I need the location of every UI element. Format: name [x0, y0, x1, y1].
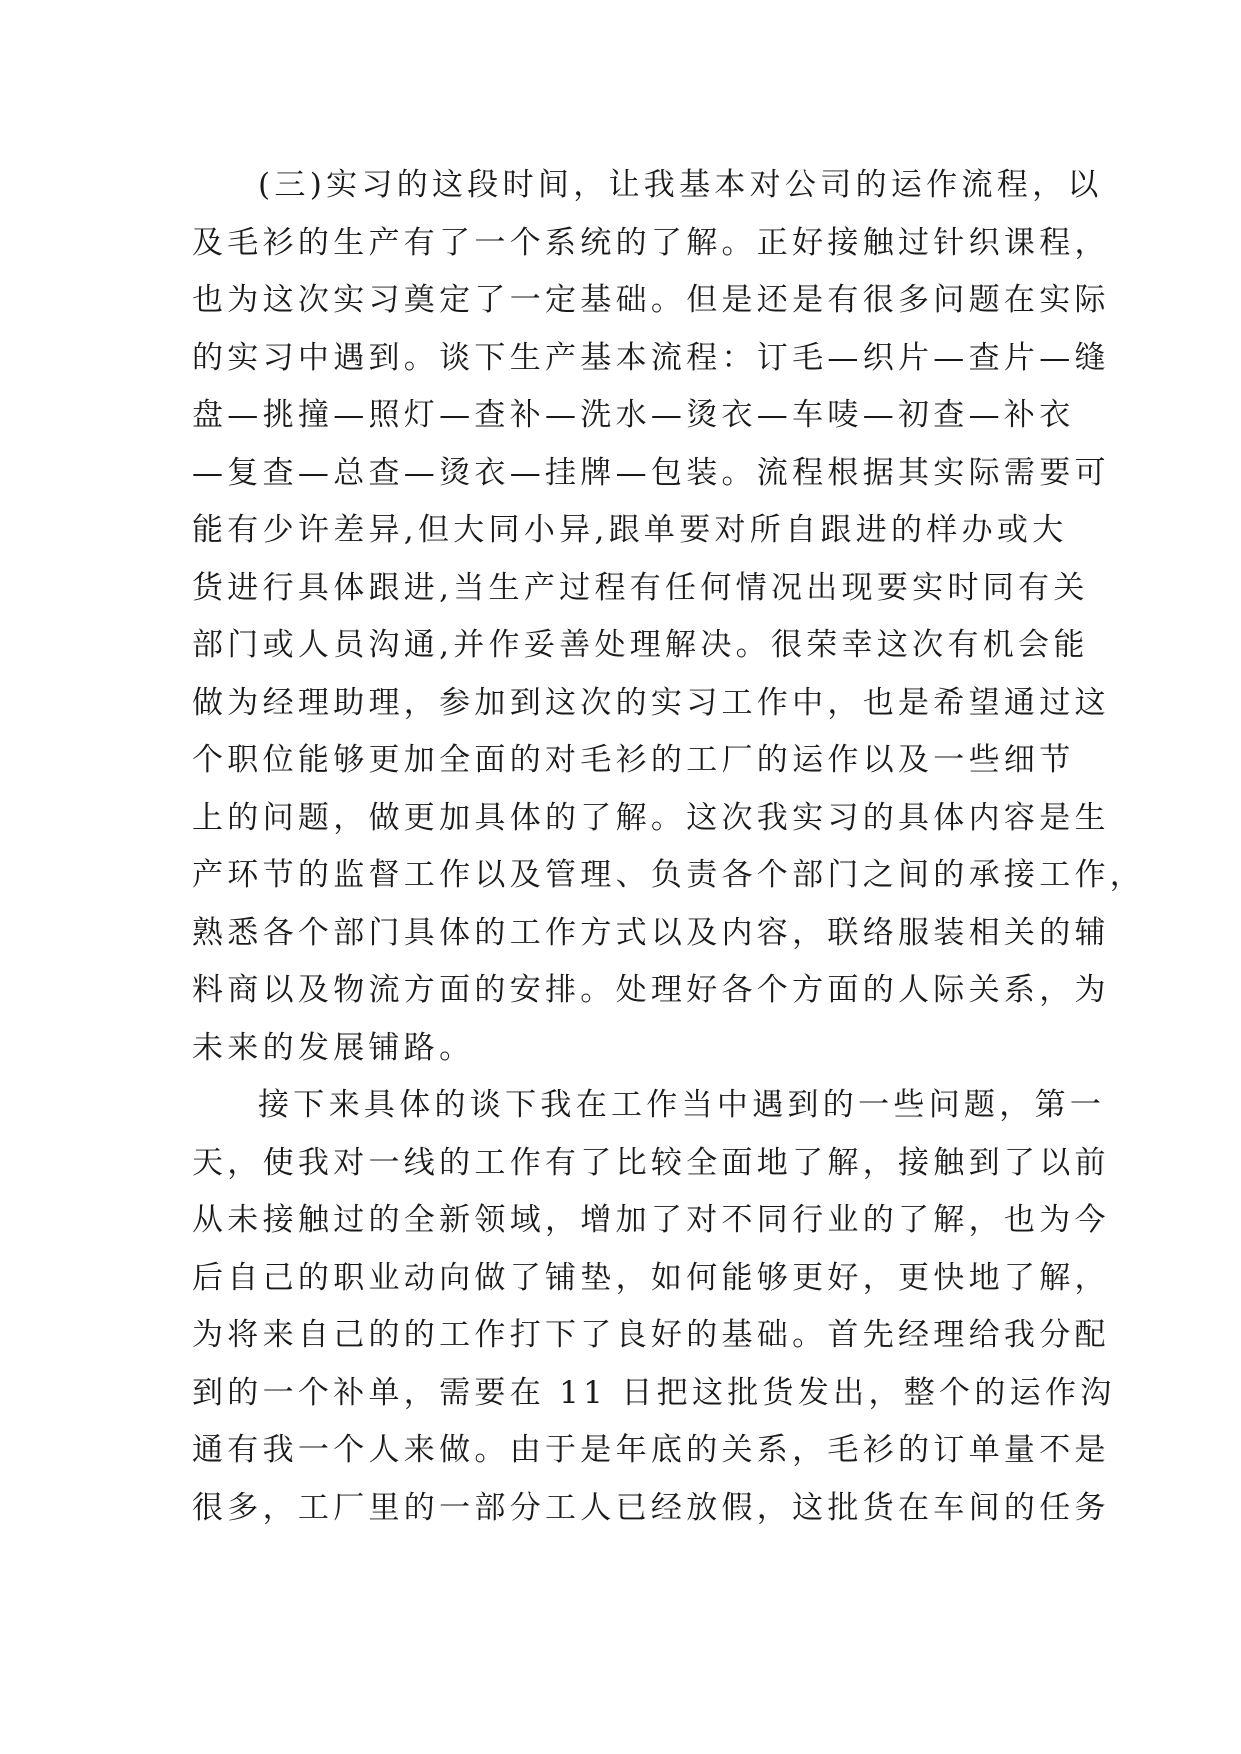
text-line: 熟悉各个部门具体的工作方式以及内容，联络服装相关的辅 — [192, 914, 1110, 951]
text-line: 到的一个补单，需要在 11 日把这批货发出，整个的运作沟 — [192, 1374, 1116, 1411]
text-line: 未来的发展铺路。 — [192, 1029, 475, 1066]
body-text — [192, 157, 1146, 1537]
text-line: 料商以及物流方面的安排。处理好各个方面的人际关系，为 — [192, 972, 1110, 1008]
text-line: 为将来自己的的工作打下了良好的基础。首先经理给我分配 — [192, 1317, 1110, 1353]
text-line: 通有我一个人来做。由于是年底的关系，毛衫的订单量不是 — [192, 1432, 1110, 1468]
paragraph-1 — [192, 157, 1146, 1077]
text-line: 能有少许差异,但大同小异,跟单要对所自跟进的样办或大 — [192, 512, 1068, 548]
text-line: 后自己的职业动向做了铺垫，如何能够更好，更快地了解， — [192, 1259, 1110, 1296]
text-line: 也为这次实习奠定了一定基础。但是还是有很多问题在实际 — [192, 282, 1110, 318]
paragraph-2 — [192, 1077, 1116, 1537]
text-line: 的实习中遇到。谈下生产基本流程：订毛—织片—查片—缝 — [192, 339, 1110, 376]
text-line: 个职位能够更加全面的对毛衫的工厂的运作以及一些细节 — [192, 742, 1075, 778]
text-line: 部门或人员沟通,并作妥善处理解决。很荣幸这次有机会能 — [192, 627, 1089, 663]
text-line: 货进行具体跟进,当生产过程有任何情况出现要实时同有关 — [192, 569, 1089, 606]
text-line: 盘—挑撞—照灯—查补—洗水—烫衣—车唛—初查—补衣 — [192, 397, 1075, 433]
text-line: 及毛衫的生产有了一个系统的了解。正好接触过针织课程， — [192, 224, 1110, 261]
text-line: 很多，工厂里的一部分工人已经放假，这批货在车间的任务 — [192, 1489, 1110, 1526]
text-line: 做为经理助理，参加到这次的实习工作中，也是希望通过这 — [192, 684, 1110, 721]
text-line: 接下来具体的谈下我在工作当中遇到的一些问题，第一 — [258, 1087, 1106, 1123]
text-line: —复查—总查—烫衣—挂牌—包装。流程根据其实际需要可 — [192, 454, 1110, 491]
text-line: 从未接触过的全新领域，增加了对不同行业的了解，也为今 — [192, 1202, 1110, 1238]
text-line: (三)实习的这段时间，让我基本对公司的运作流程，以 — [258, 167, 1103, 203]
text-line: 上的问题，做更加具体的了解。这次我实习的具体内容是生 — [192, 799, 1110, 836]
text-line: 产环节的监督工作以及管理、负责各个部门之间的承接工作， — [192, 857, 1146, 893]
text-line: 天，使我对一线的工作有了比较全面地了解，接触到了以前 — [192, 1144, 1110, 1181]
